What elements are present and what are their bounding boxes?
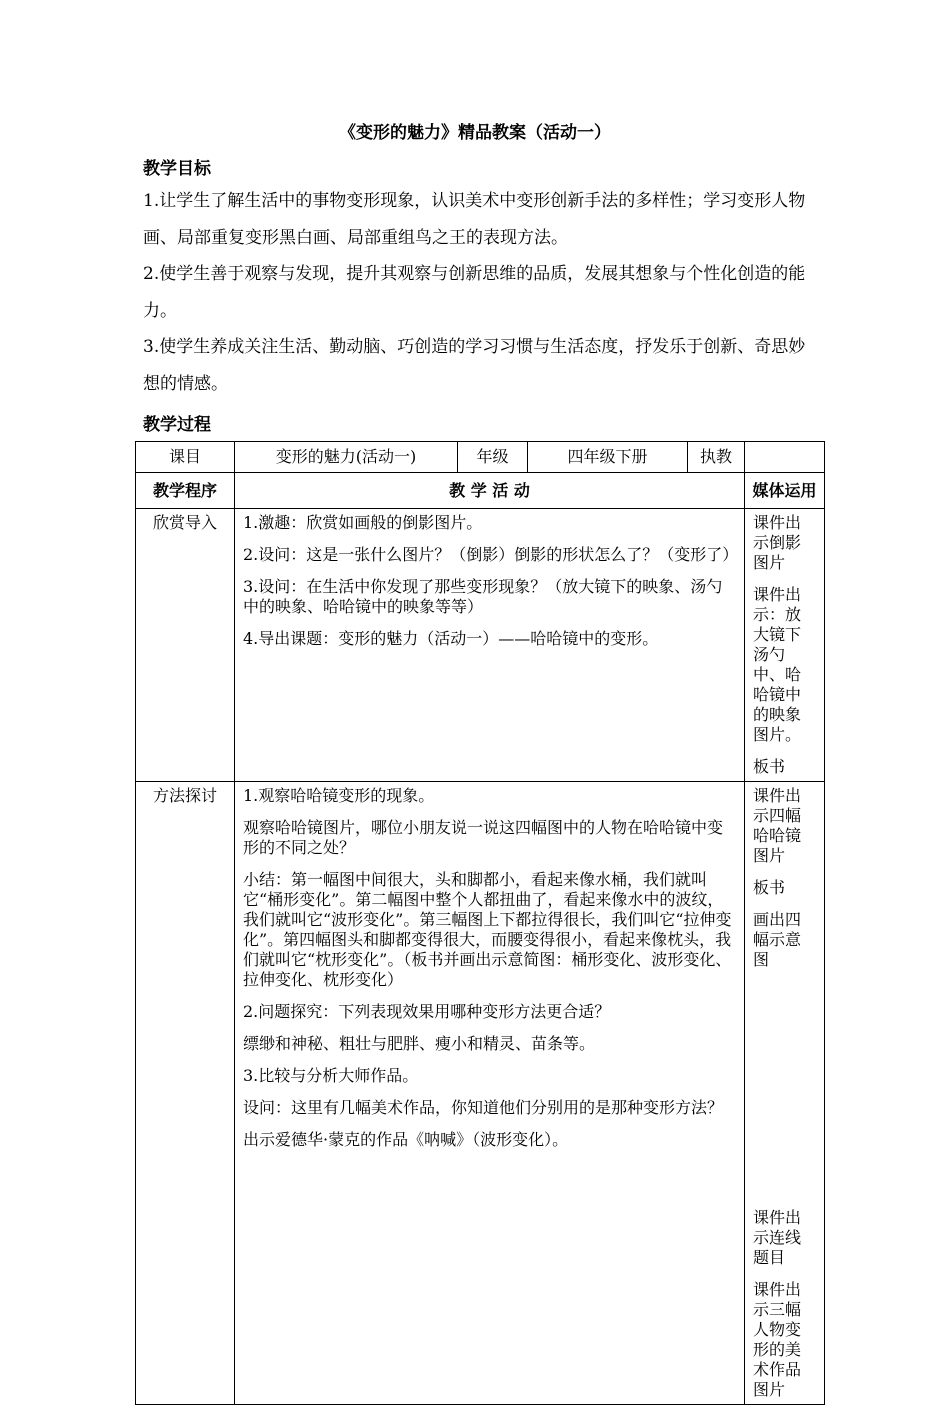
activity-item: 缥缈和神秘、粗壮与肥胖、瘦小和精灵、苗条等。 [243,1034,596,1053]
column-header-media: 媒体运用 [745,473,825,509]
media-item: 课件出示倒影图片 [753,513,802,572]
goal-item-1: 1.让学生了解生活中的事物变形现象，认识美术中变形创新手法的多样性；学习变形人物画、局部重复变形黑白画、局部重组鸟之王的表现方法。 [143,191,806,248]
teacher-label: 执教 [688,442,745,473]
page-title: 《变形的魅力》精品教案（活动一） [339,123,611,143]
media-item: 课件出示四幅哈哈镜图片 [753,786,802,865]
goals-heading: 教学目标 [143,159,211,179]
activity-item: 设问：这里有几幅美术作品，你知道他们分别用的是那种变形方法？ [243,1098,724,1117]
subject-value: 变形的魅力(活动一) [235,442,458,473]
teacher-value [745,442,825,473]
row-program: 欣赏导入 [136,509,235,782]
activity-item: 1.观察哈哈镜变形的现象。 [243,786,435,805]
process-heading: 教学过程 [143,415,211,435]
row-activities [235,782,745,1405]
activity-item: 小结：第一幅图中间很大，头和脚都小，看起来像水桶，我们就叫它“桶形变化”。第二幅图中整个人都扭曲了，看起来像水中的波纹，我们就叫它“波形变化”。第三幅图上下都拉得很长，我们叫它“拉伸变化”。第四幅图头和脚都变得很大，而腰变得很小，看起来像枕头，我们就叫它“枕形变化”。（板书并画出示意简图：桶形变化、波形变化、拉伸变化、枕形变化） [243,870,732,989]
lesson-table [135,441,825,1405]
media-item: 画出四幅示意图 [753,910,802,969]
media-item: 板书 [753,878,786,897]
column-header-activity: 教 学 活 动 [235,473,745,509]
grade-value: 四年级下册 [528,442,688,473]
row-media [745,509,825,782]
activity-item: 1.激趣：欣赏如画般的倒影图片。 [243,513,483,532]
table-row [136,782,825,1405]
activity-item: 出示爱德华·蒙克的作品《呐喊》（波形变化）。 [243,1130,569,1149]
media-item: 课件出示连线题目 [753,1208,802,1267]
row-media [745,782,825,1405]
activity-item: 3.比较与分析大师作品。 [243,1066,419,1085]
goal-item-2: 2.使学生善于观察与发现，提升其观察与创新思维的品质，发展其想象与个性化创造的能力。 [143,264,806,321]
media-item: 板书 [753,757,786,776]
row-program: 方法探讨 [136,782,235,1405]
activity-item: 4.导出课题：变形的魅力（活动一）——哈哈镜中的变形。 [243,629,659,648]
activity-item: 2.问题探究：下列表现效果用哪种变形方法更合适？ [243,1002,611,1021]
subject-label: 课目 [136,442,235,473]
activity-item: 3.设问：在生活中你发现了那些变形现象？（放大镜下的映象、汤勺中的映象、哈哈镜中的映象等等） [243,577,723,616]
activity-item: 2.设问：这是一张什么图片？（倒影）倒影的形状怎么了？（变形了） [243,545,739,564]
info-row [136,442,825,473]
activity-item: 观察哈哈镜图片，哪位小朋友说一说这四幅图中的人物在哈哈镜中变形的不同之处？ [243,818,724,857]
row-activities [235,509,745,782]
media-item: 课件出示：放大镜下汤勺中、哈哈镜中的映象图片。 [753,585,802,744]
column-header-program: 教学程序 [136,473,235,509]
media-item: 课件出示三幅人物变形的美术作品图片 [753,1280,802,1399]
column-header-row [136,473,825,509]
table-row [136,509,825,782]
goal-item-3: 3.使学生养成关注生活、勤动脑、巧创造的学习习惯与生活态度，抒发乐于创新、奇思妙想的情感。 [143,337,806,394]
grade-label: 年级 [458,442,528,473]
